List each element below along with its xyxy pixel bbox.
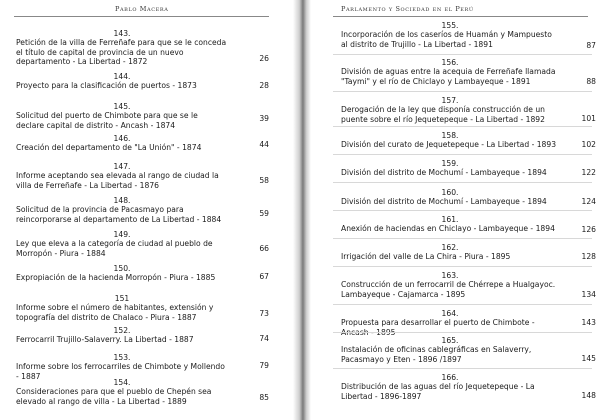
entry-number: 158.: [441, 131, 459, 140]
entry-title: Solicitud de la provincia de Pacasmayo para reincorporarse al departamento de La Libertad - 1884: [16, 205, 222, 224]
entry-title: Incorporación de los caseríos de Huamán y Mampuesto al distrito de Trujillo - La Libertad - 1891: [341, 30, 552, 49]
entry-title: Construcción de un ferrocarril de Chérrepe a Hualgayoc. Lambayeque - Cajamarca - 1895: [341, 280, 556, 299]
entry-number: 164.: [441, 309, 459, 318]
index-entry: [16, 326, 228, 345]
index-entry: [16, 294, 228, 322]
entry-title: Informe aceptando sea elevada al rango de ciudad la villa de Ferreñafe - La Libertad - 1876: [16, 171, 219, 190]
index-entry: [16, 378, 228, 406]
entry-title: Informe sobre los ferrocarriles de Chimbote y Mollendo - 1887: [16, 362, 225, 381]
entry-number: 145.: [113, 102, 131, 111]
index-entry: [341, 131, 559, 150]
index-entry: [16, 102, 228, 130]
entry-number: 146.: [113, 134, 131, 143]
entry-number: 153.: [113, 353, 131, 362]
running-head-right: Parlamento y Sociedad en el Perú: [341, 5, 474, 13]
entry-number: 159.: [441, 159, 459, 168]
entry-divider: [333, 368, 592, 369]
entry-number: 147.: [113, 162, 131, 171]
entry-title: División de aguas entre la acequia de Ferreñafe llamada "Taymi" y el río de Chiclayo y Lambayeque - 1891: [341, 67, 556, 86]
left-page: [0, 0, 293, 420]
entry-title: Irrigación del valle de La Chira - Piura - 1895: [341, 252, 511, 261]
entry-page-number: 124: [581, 197, 596, 206]
entry-title: Anexión de haciendas en Chiclayo - Lambayeque - 1894: [341, 224, 555, 233]
entry-title: Creación del departamento de "La Unión" - 1874: [16, 143, 202, 152]
entry-title: Propuesta para desarrollar el puerto de Chimbote - Ancash - 1895: [341, 318, 535, 337]
entry-title: Instalación de oficinas cablegráficas en Salaverry, Pacasmayo y Eten - 1896 /1897: [341, 345, 532, 364]
index-entry: [16, 264, 228, 283]
entry-page-number: 73: [259, 309, 269, 318]
entry-number: 154.: [113, 378, 131, 387]
index-entry: [341, 215, 559, 234]
entry-page-number: 44: [259, 140, 269, 149]
entry-number: 155.: [441, 21, 459, 30]
entry-divider: [333, 91, 592, 92]
index-entry: [16, 162, 228, 190]
entry-title: Distribución de las aguas del río Jequetepeque - La Libertad - 1896-1897: [341, 382, 535, 401]
entry-number: 150.: [113, 264, 131, 273]
entry-page-number: 39: [259, 114, 269, 123]
entry-number: 162.: [441, 243, 459, 252]
index-entry: [341, 243, 559, 262]
entry-title: Ferrocarril Trujillo-Salaverry. La Libertad - 1887: [16, 335, 194, 344]
index-entry: [16, 72, 228, 91]
index-entry: [16, 134, 228, 153]
index-entry: [341, 159, 559, 178]
header-rule-right: [333, 16, 588, 17]
entry-page-number: 66: [259, 244, 269, 253]
entry-page-number: 26: [259, 54, 269, 63]
entry-divider: [333, 210, 592, 211]
index-entry: [341, 373, 559, 401]
entry-number: 152.: [113, 326, 131, 335]
entry-divider: [333, 304, 592, 305]
entry-page-number: 145: [581, 354, 596, 363]
index-entry: [16, 196, 228, 224]
entry-number: 166.: [441, 373, 459, 382]
entry-divider: [333, 154, 592, 155]
entry-number: 151: [114, 294, 130, 303]
entry-page-number: 122: [581, 168, 596, 177]
index-entry: [16, 230, 228, 258]
entry-number: 160.: [441, 188, 459, 197]
entry-number: 148.: [113, 196, 131, 205]
entry-divider: [333, 266, 592, 267]
entry-page-number: 59: [259, 209, 269, 218]
entry-page-number: 85: [259, 393, 269, 402]
entry-divider: [333, 182, 592, 183]
entry-divider: [333, 238, 592, 239]
entry-title: Petición de la villa de Ferreñafe para que se le conceda el título de capital de provincia de un nuevo departamento - La Libertad - 1872: [16, 38, 227, 66]
entry-page-number: 88: [586, 77, 596, 86]
index-entry: [341, 21, 559, 49]
entry-number: 163.: [441, 271, 459, 280]
entry-title: Informe sobre el número de habitantes, extensión y topografía del distrito de Chalaco - Piura - 1887: [16, 303, 214, 322]
book-gutter: [293, 0, 311, 420]
index-entry: [16, 29, 228, 67]
index-entry: [341, 336, 559, 364]
entry-page-number: 74: [259, 334, 269, 343]
entry-page-number: 58: [259, 176, 269, 185]
index-entry: [341, 96, 559, 124]
entry-number: 144.: [113, 72, 131, 81]
entry-number: 157.: [441, 96, 459, 105]
entry-page-number: 101: [581, 114, 596, 123]
entry-page-number: 79: [259, 361, 269, 370]
entry-page-number: 134: [581, 290, 596, 299]
entry-title: División del distrito de Mochumí - Lambayeque - 1894: [341, 168, 547, 177]
index-entry: [16, 353, 228, 381]
entry-divider: [333, 332, 592, 333]
header-rule-left: [14, 16, 269, 17]
entry-page-number: 28: [259, 81, 269, 90]
entry-number: 149.: [113, 230, 131, 239]
entry-title: División del curato de Jequetepeque - La Libertad - 1893: [341, 140, 557, 149]
index-entry: [341, 58, 559, 86]
entry-page-number: 128: [581, 252, 596, 261]
index-entry: [341, 271, 559, 299]
entry-title: Consideraciones para que el pueblo de Chepén sea elevado al rango de villa - La Libertad - 1889: [16, 387, 212, 406]
entry-title: Proyecto para la clasificación de puertos - 1873: [16, 81, 197, 90]
entry-number: 165.: [441, 336, 459, 345]
right-page: [311, 0, 600, 420]
entry-title: División del distrito de Mochumí - Lambayeque - 1894: [341, 197, 547, 206]
entry-title: Expropiación de la hacienda Morropón - Piura - 1885: [16, 273, 216, 282]
entry-title: Ley que eleva a la categoría de ciudad al pueblo de Morropón - Piura - 1884: [16, 239, 213, 258]
entry-page-number: 67: [259, 272, 269, 281]
index-entry: [341, 188, 559, 207]
entry-title: Solicitud del puerto de Chimbote para que se le declare capital de distrito - Ancash - 1874: [16, 111, 198, 130]
entry-divider: [333, 54, 592, 55]
entry-page-number: 87: [586, 41, 596, 50]
entry-number: 161.: [441, 215, 459, 224]
entry-page-number: 102: [581, 140, 596, 149]
entry-divider: [333, 126, 592, 127]
entry-page-number: 148: [581, 391, 596, 400]
entry-number: 143.: [113, 29, 131, 38]
entry-page-number: 143: [581, 318, 596, 327]
entry-number: 156.: [441, 58, 459, 67]
entry-page-number: 126: [581, 225, 596, 234]
entry-title: Derogación de la ley que disponía construcción de un puente sobre el río Jequetepeque - La Libertad - 1892: [341, 105, 545, 124]
running-head-left: Pablo Macera: [115, 5, 169, 13]
